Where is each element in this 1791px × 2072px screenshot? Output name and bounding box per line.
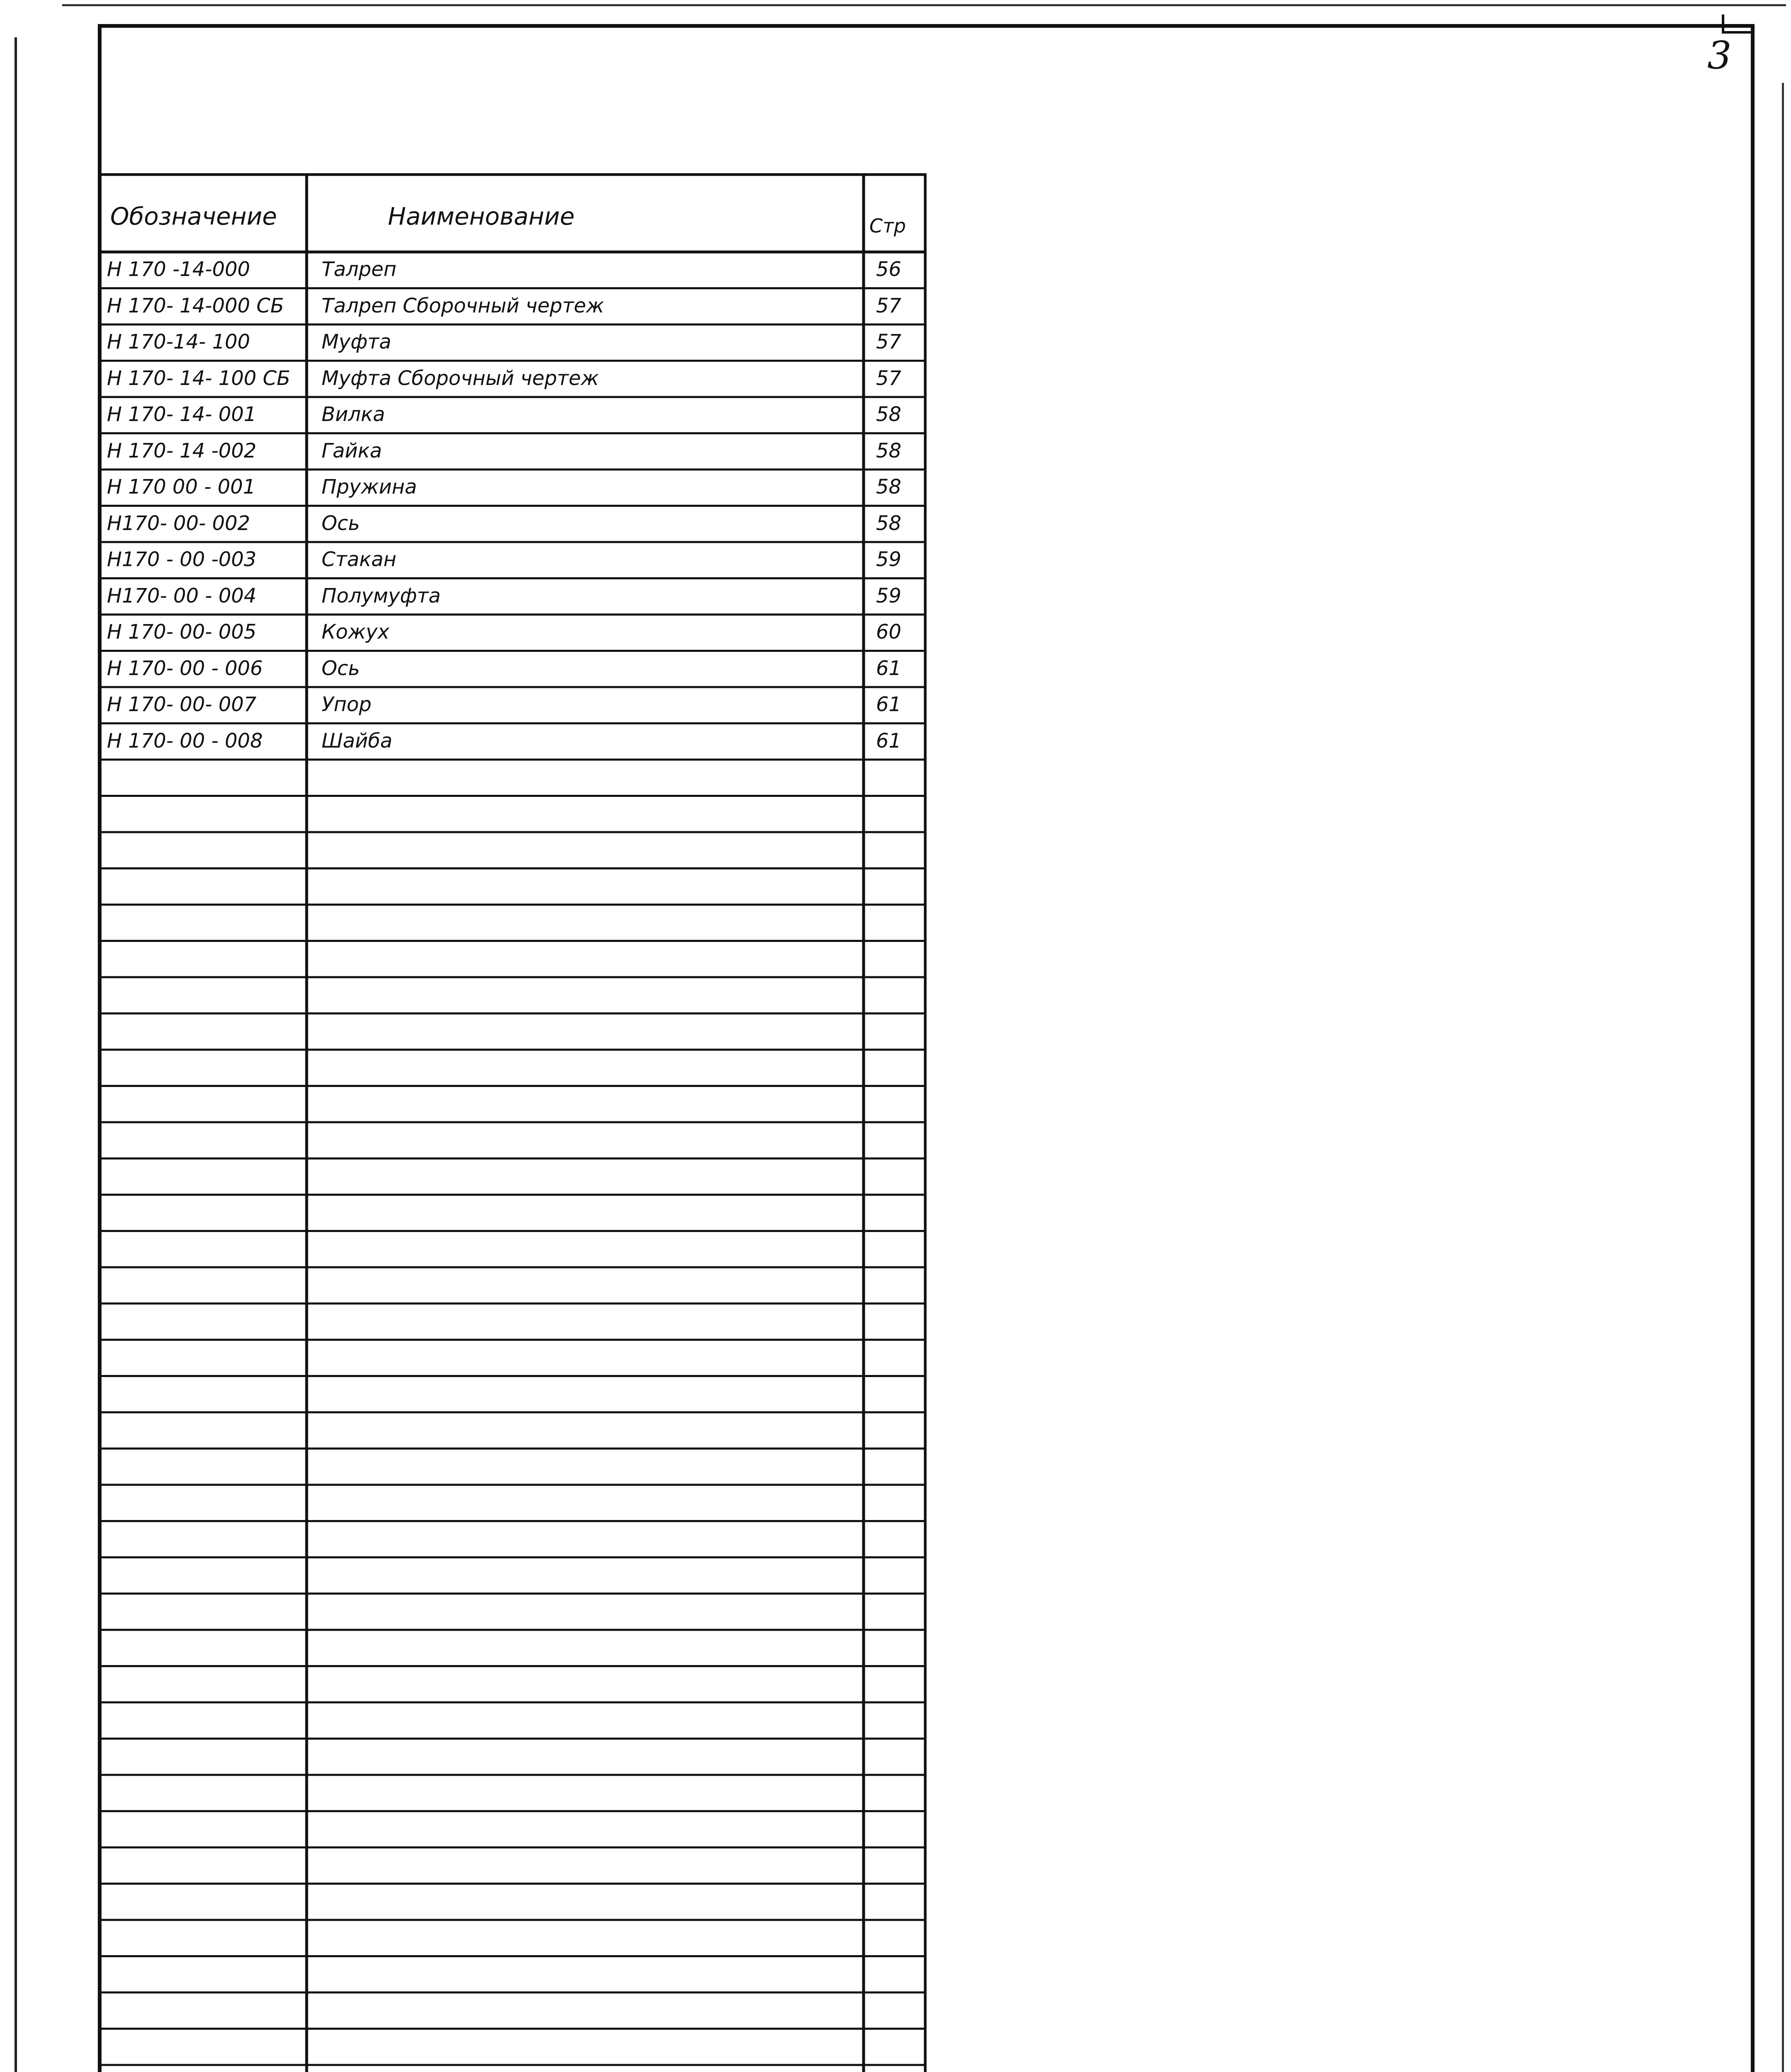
row-name: Пружина [322,475,417,499]
row-name: Талреп [322,258,397,281]
row-page: 58 [876,475,902,499]
sheet-number-corner [1722,15,1753,34]
row-page: 61 [876,693,902,716]
row-name: Муфта [322,330,392,353]
row-designation: Н 170-14- 100 [107,330,250,353]
row-name: Ось [322,656,360,680]
row-page: 57 [876,366,902,390]
row-page: 61 [876,656,902,680]
row-page: 58 [876,403,902,426]
row-designation: Н 170- 14 -002 [107,439,257,462]
row-name: Талреп Сборочный чертеж [322,294,604,317]
row-designation: Н 170- 14- 100 СБ [107,366,290,390]
row-designation: Н 170- 00 - 006 [107,656,263,680]
row-page: 57 [876,294,902,317]
row-designation: Н 170- 14-000 СБ [107,294,284,317]
row-designation: Н 170 00 - 001 [107,475,256,499]
row-page: 59 [876,584,902,608]
row-designation: Н 170- 00- 007 [107,693,257,716]
header-designation: Обозначение [110,202,277,230]
sheet-number: 3 [1707,33,1732,77]
row-designation: Н170- 00 - 004 [107,584,257,608]
row-page: 60 [876,620,902,644]
contents-table [98,173,927,2072]
right-margin-line [1782,83,1784,2072]
row-name: Кожух [322,620,390,644]
row-designation: Н 170- 14- 001 [107,403,257,426]
header-page: Стр [869,215,906,237]
row-designation: Н170 - 00 -003 [107,548,257,571]
left-margin-line [15,37,17,2072]
row-designation: Н170- 00- 002 [107,511,250,535]
row-name: Упор [322,693,372,716]
row-designation: Н 170- 00- 005 [107,620,257,644]
top-border-line [62,4,1786,6]
row-page: 61 [876,729,902,753]
row-page: 58 [876,439,902,462]
row-name: Ось [322,511,360,535]
row-page: 57 [876,330,902,353]
row-name: Шайба [322,729,392,753]
row-name: Полумуфта [322,584,441,608]
row-name: Гайка [322,439,382,462]
header-name: Наименование [388,202,575,230]
row-name: Вилка [322,403,385,426]
row-designation: Н 170- 00 - 008 [107,729,263,753]
row-name: Муфта Сборочный чертеж [322,366,599,390]
row-designation: Н 170 -14-000 [107,258,250,281]
row-page: 56 [876,258,902,281]
row-page: 59 [876,548,902,571]
row-page: 58 [876,511,902,535]
row-name: Стакан [322,548,397,571]
